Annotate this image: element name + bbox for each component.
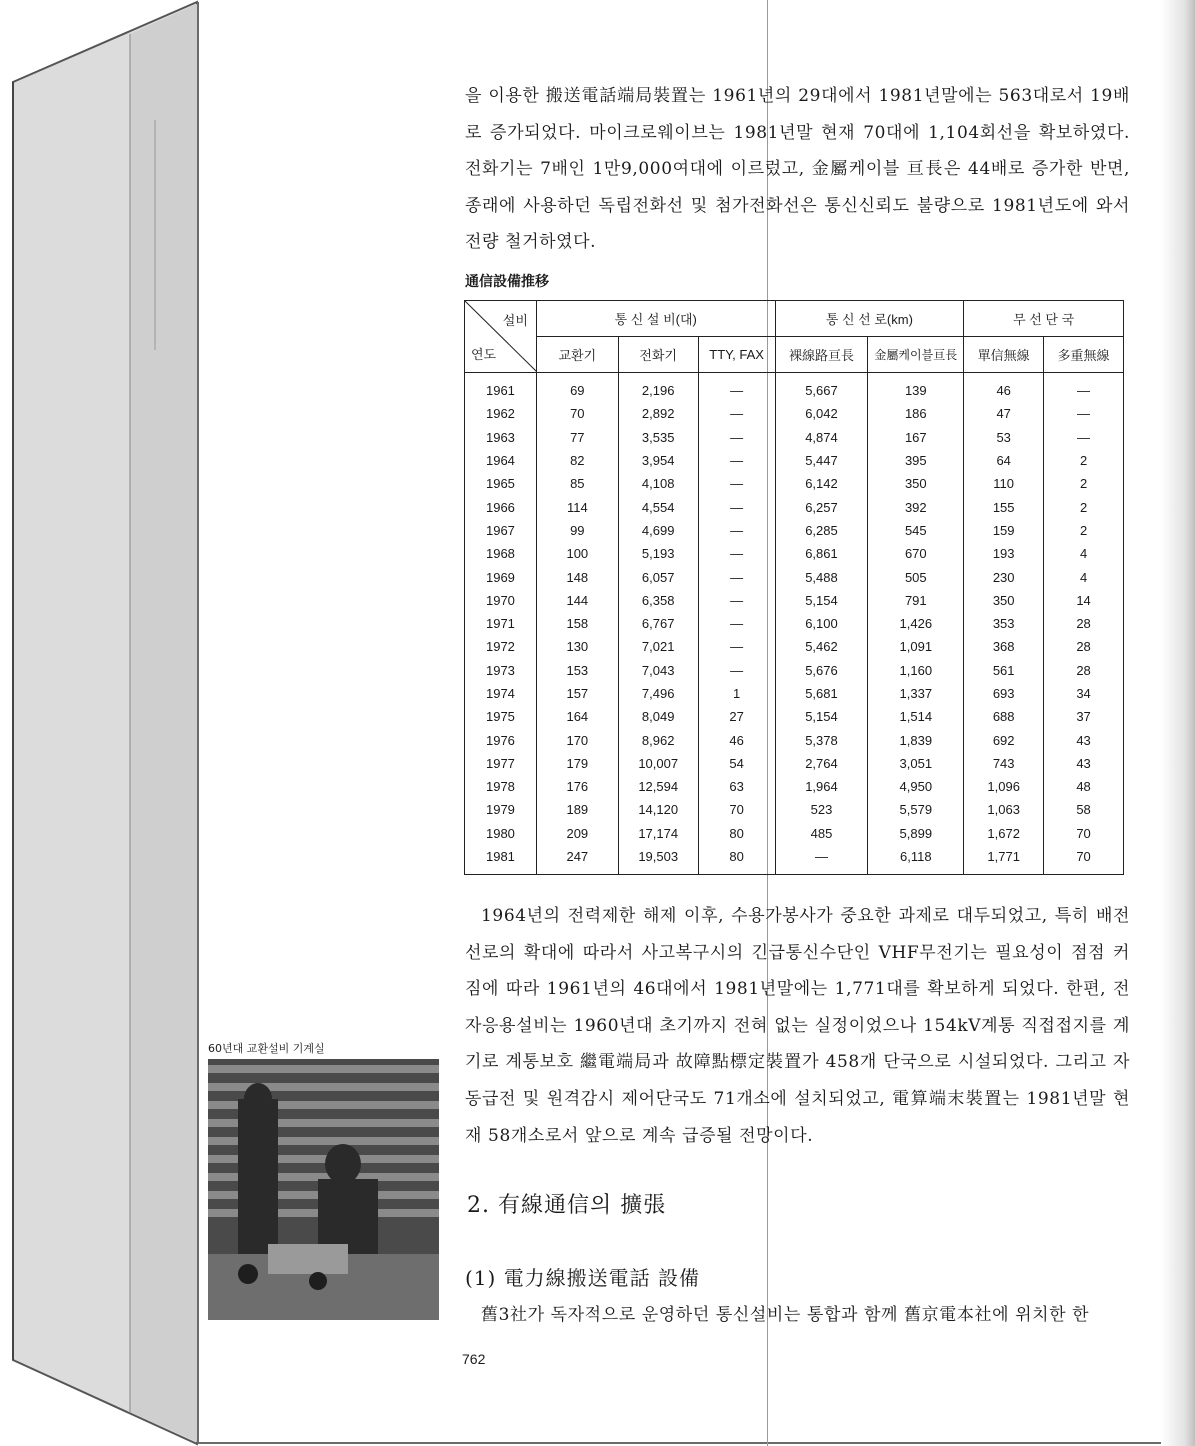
value-cell: 2,892 xyxy=(618,402,698,425)
table-title: 通信設備推移 xyxy=(465,274,549,290)
value-cell: 2,764 xyxy=(775,752,868,775)
value-cell: 46 xyxy=(698,728,775,751)
value-cell: 395 xyxy=(868,449,964,472)
value-cell: 28 xyxy=(1044,635,1124,658)
value-cell: 189 xyxy=(536,798,618,821)
table-row xyxy=(465,728,1124,751)
value-cell: 6,042 xyxy=(775,402,868,425)
value-cell: 27 xyxy=(698,705,775,728)
corner-label-equipment: 설비 xyxy=(502,313,528,328)
value-cell: 5,681 xyxy=(775,682,868,705)
table-row xyxy=(465,659,1124,682)
value-cell: 2 xyxy=(1044,495,1124,518)
value-cell: 2 xyxy=(1044,519,1124,542)
value-cell: 545 xyxy=(868,519,964,542)
value-cell: 1 xyxy=(698,682,775,705)
value-cell: 6,100 xyxy=(775,612,868,635)
value-cell: 70 xyxy=(536,402,618,425)
year-cell: 1971 xyxy=(465,612,537,635)
table-row xyxy=(465,705,1124,728)
subsection-heading: (1) 電力線搬送電話 設備 xyxy=(465,1266,701,1290)
year-cell: 1969 xyxy=(465,565,537,588)
book-stack-edge xyxy=(0,0,200,1446)
table-row xyxy=(465,519,1124,542)
value-cell: 1,096 xyxy=(964,775,1044,798)
value-cell: 153 xyxy=(536,659,618,682)
table-row xyxy=(465,542,1124,565)
column-header: TTY, FAX xyxy=(698,337,775,373)
value-cell: — xyxy=(698,472,775,495)
value-cell: 54 xyxy=(698,752,775,775)
value-cell: 6,285 xyxy=(775,519,868,542)
value-cell: 19,503 xyxy=(618,845,698,875)
value-cell: 3,954 xyxy=(618,449,698,472)
value-cell: 193 xyxy=(964,542,1044,565)
value-cell: 167 xyxy=(868,426,964,449)
table-row xyxy=(465,822,1124,845)
value-cell: — xyxy=(698,449,775,472)
value-cell: 4,108 xyxy=(618,472,698,495)
last-paragraph: 舊3社가 독자적으로 운영하던 통신설비는 통합과 함께 舊京電本社에 위치한 한 xyxy=(481,1305,1090,1325)
year-cell: 1961 xyxy=(465,373,537,403)
value-cell: 64 xyxy=(964,449,1044,472)
value-cell: 100 xyxy=(536,542,618,565)
value-cell: 3,051 xyxy=(868,752,964,775)
value-cell: 4 xyxy=(1044,565,1124,588)
value-cell: 353 xyxy=(964,612,1044,635)
value-cell: 5,154 xyxy=(775,705,868,728)
value-cell: 6,257 xyxy=(775,495,868,518)
value-cell: — xyxy=(698,495,775,518)
value-cell: 164 xyxy=(536,705,618,728)
value-cell: 2 xyxy=(1044,472,1124,495)
year-cell: 1977 xyxy=(465,752,537,775)
value-cell: 688 xyxy=(964,705,1044,728)
value-cell: 1,091 xyxy=(868,635,964,658)
value-cell: — xyxy=(1044,402,1124,425)
corner-label-year: 연도 xyxy=(471,347,497,362)
value-cell: 34 xyxy=(1044,682,1124,705)
value-cell: 791 xyxy=(868,589,964,612)
table-body xyxy=(465,373,1124,875)
value-cell: 4,874 xyxy=(775,426,868,449)
value-cell: 6,861 xyxy=(775,542,868,565)
value-cell: 3,535 xyxy=(618,426,698,449)
value-cell: — xyxy=(698,519,775,542)
value-cell: 70 xyxy=(698,798,775,821)
value-cell: — xyxy=(698,542,775,565)
value-cell: 110 xyxy=(964,472,1044,495)
value-cell: 53 xyxy=(964,426,1044,449)
value-cell: 5,462 xyxy=(775,635,868,658)
table-row xyxy=(465,565,1124,588)
value-cell: 77 xyxy=(536,426,618,449)
year-cell: 1962 xyxy=(465,402,537,425)
value-cell: 139 xyxy=(868,373,964,403)
intro-paragraph: 을 이용한 搬送電話端局裝置는 1961년의 29대에서 1981년말에는 563대로서 19배로 증가되었다. 마이크로웨이브는 1981년말 현재 70대에 1,104회선을 확보하였다. 전화기는 7배인 1만9,000여대에 이르렀고, 金屬케이블 亘長은 44배로 증가한 반면, 종래에 사용하던 독립전화선 및 첨가전화선은 통신신뢰도 불량으로 1981년도에 와서 전량 철거하였다. xyxy=(465,86,1130,253)
column-header: 裸線路亘長 xyxy=(775,337,868,373)
value-cell: 99 xyxy=(536,519,618,542)
value-cell: 47 xyxy=(964,402,1044,425)
value-cell: 5,193 xyxy=(618,542,698,565)
table-row xyxy=(465,682,1124,705)
value-cell: 148 xyxy=(536,565,618,588)
value-cell: 17,174 xyxy=(618,822,698,845)
value-cell: 350 xyxy=(868,472,964,495)
value-cell: 1,426 xyxy=(868,612,964,635)
table-row xyxy=(465,495,1124,518)
value-cell: 5,378 xyxy=(775,728,868,751)
value-cell: 1,771 xyxy=(964,845,1044,875)
value-cell: 158 xyxy=(536,612,618,635)
value-cell: — xyxy=(1044,373,1124,403)
value-cell: 82 xyxy=(536,449,618,472)
table-row xyxy=(465,373,1124,403)
value-cell: 70 xyxy=(1044,822,1124,845)
table-row xyxy=(465,775,1124,798)
section-heading: 2. 有線通信의 擴張 xyxy=(467,1193,667,1218)
column-header: 單信無線 xyxy=(964,337,1044,373)
value-cell: 230 xyxy=(964,565,1044,588)
table-row xyxy=(465,426,1124,449)
page-curl-shadow xyxy=(1161,0,1195,1446)
value-cell: 7,043 xyxy=(618,659,698,682)
communication-equipment-table xyxy=(464,300,1124,875)
value-cell: 670 xyxy=(868,542,964,565)
year-cell: 1979 xyxy=(465,798,537,821)
value-cell: 692 xyxy=(964,728,1044,751)
table-corner-header xyxy=(465,301,537,373)
column-header: 전화기 xyxy=(618,337,698,373)
middle-paragraph: 1964년의 전력제한 해제 이후, 수용가봉사가 중요한 과제로 대두되었고, 특히 배전선로의 확대에 따라서 사고복구시의 긴급통신수단인 VHF무전기는 필요성이 점점 커짐에 따라 1961년의 46대에서 1981년말에는 1,771대를 확보하게 되었다. 한편, 전자응용설비는 1960년대 초기까지 전혀 없는 실정이었으나 154kV계통 직접접지를 계기로 계통보호 繼電端局과 故障點標定裝置가 458개 단국으로 시설되었다. 그리고 자동급전 및 원격감시 제어단국도 71개소에 설치되었고, 電算端末裝置는 1981년말 현재 58개소로서 앞으로 계속 급증될 전망이다. xyxy=(465,906,1130,1146)
value-cell: — xyxy=(698,373,775,403)
year-cell: 1972 xyxy=(465,635,537,658)
year-cell: 1975 xyxy=(465,705,537,728)
value-cell: 46 xyxy=(964,373,1044,403)
column-header: 多重無線 xyxy=(1044,337,1124,373)
value-cell: 155 xyxy=(964,495,1044,518)
value-cell: 743 xyxy=(964,752,1044,775)
value-cell: 48 xyxy=(1044,775,1124,798)
exchange-room-photo xyxy=(208,1059,439,1320)
value-cell: 5,488 xyxy=(775,565,868,588)
table-row xyxy=(465,402,1124,425)
value-cell: 247 xyxy=(536,845,618,875)
year-cell: 1978 xyxy=(465,775,537,798)
value-cell: 8,049 xyxy=(618,705,698,728)
value-cell: 561 xyxy=(964,659,1044,682)
value-cell: 63 xyxy=(698,775,775,798)
year-cell: 1976 xyxy=(465,728,537,751)
column-header: 교환기 xyxy=(536,337,618,373)
value-cell: 6,358 xyxy=(618,589,698,612)
value-cell: 2,196 xyxy=(618,373,698,403)
value-cell: 368 xyxy=(964,635,1044,658)
value-cell: 14,120 xyxy=(618,798,698,821)
value-cell: 80 xyxy=(698,845,775,875)
column-header: 金屬케이블亘長 xyxy=(868,337,964,373)
value-cell: — xyxy=(698,402,775,425)
value-cell: 12,594 xyxy=(618,775,698,798)
value-cell: 6,118 xyxy=(868,845,964,875)
value-cell: 43 xyxy=(1044,752,1124,775)
value-cell: 6,767 xyxy=(618,612,698,635)
table-row xyxy=(465,635,1124,658)
value-cell: 80 xyxy=(698,822,775,845)
table-row xyxy=(465,449,1124,472)
year-cell: 1964 xyxy=(465,449,537,472)
value-cell: 14 xyxy=(1044,589,1124,612)
value-cell: 179 xyxy=(536,752,618,775)
value-cell: — xyxy=(1044,426,1124,449)
year-cell: 1963 xyxy=(465,426,537,449)
value-cell: 485 xyxy=(775,822,868,845)
value-cell: 28 xyxy=(1044,612,1124,635)
group-header-lines: 통 신 선 로(km) xyxy=(775,301,964,337)
value-cell: 1,160 xyxy=(868,659,964,682)
value-cell: 43 xyxy=(1044,728,1124,751)
value-cell: 5,899 xyxy=(868,822,964,845)
value-cell: 2 xyxy=(1044,449,1124,472)
value-cell: 157 xyxy=(536,682,618,705)
value-cell: 1,672 xyxy=(964,822,1044,845)
value-cell: — xyxy=(698,635,775,658)
value-cell: 5,667 xyxy=(775,373,868,403)
group-header-radio: 무 선 단 국 xyxy=(964,301,1124,337)
value-cell: 114 xyxy=(536,495,618,518)
value-cell: 7,021 xyxy=(618,635,698,658)
value-cell: 392 xyxy=(868,495,964,518)
value-cell: 5,676 xyxy=(775,659,868,682)
table-row xyxy=(465,472,1124,495)
value-cell: 4,950 xyxy=(868,775,964,798)
year-cell: 1981 xyxy=(465,845,537,875)
group-header-equipment: 통 신 설 비(대) xyxy=(536,301,775,337)
value-cell: 6,057 xyxy=(618,565,698,588)
year-cell: 1974 xyxy=(465,682,537,705)
value-cell: 58 xyxy=(1044,798,1124,821)
value-cell: 1,964 xyxy=(775,775,868,798)
year-cell: 1970 xyxy=(465,589,537,612)
value-cell: 37 xyxy=(1044,705,1124,728)
value-cell: — xyxy=(698,426,775,449)
table-row xyxy=(465,798,1124,821)
value-cell: 5,154 xyxy=(775,589,868,612)
table-row xyxy=(465,612,1124,635)
value-cell: 4,699 xyxy=(618,519,698,542)
value-cell: 1,514 xyxy=(868,705,964,728)
value-cell: 159 xyxy=(964,519,1044,542)
value-cell: 350 xyxy=(964,589,1044,612)
value-cell: 1,337 xyxy=(868,682,964,705)
value-cell: 10,007 xyxy=(618,752,698,775)
page-number: 762 xyxy=(462,1351,486,1367)
value-cell: 8,962 xyxy=(618,728,698,751)
value-cell: 505 xyxy=(868,565,964,588)
value-cell: 209 xyxy=(536,822,618,845)
value-cell: 28 xyxy=(1044,659,1124,682)
year-cell: 1965 xyxy=(465,472,537,495)
value-cell: 176 xyxy=(536,775,618,798)
year-cell: 1966 xyxy=(465,495,537,518)
value-cell: 1,063 xyxy=(964,798,1044,821)
value-cell: 70 xyxy=(1044,845,1124,875)
value-cell: — xyxy=(698,565,775,588)
value-cell: 693 xyxy=(964,682,1044,705)
year-cell: 1968 xyxy=(465,542,537,565)
value-cell: 170 xyxy=(536,728,618,751)
year-cell: 1973 xyxy=(465,659,537,682)
value-cell: 7,496 xyxy=(618,682,698,705)
year-cell: 1967 xyxy=(465,519,537,542)
value-cell: 5,579 xyxy=(868,798,964,821)
value-cell: 1,839 xyxy=(868,728,964,751)
table-row xyxy=(465,845,1124,875)
value-cell: 130 xyxy=(536,635,618,658)
value-cell: — xyxy=(698,589,775,612)
value-cell: — xyxy=(775,845,868,875)
year-cell: 1980 xyxy=(465,822,537,845)
value-cell: 69 xyxy=(536,373,618,403)
value-cell: 4,554 xyxy=(618,495,698,518)
value-cell: 144 xyxy=(536,589,618,612)
photo-caption: 60년대 교환설비 기계실 xyxy=(208,1042,325,1055)
value-cell: — xyxy=(698,659,775,682)
value-cell: 85 xyxy=(536,472,618,495)
table-row xyxy=(465,589,1124,612)
value-cell: — xyxy=(698,612,775,635)
value-cell: 523 xyxy=(775,798,868,821)
value-cell: 5,447 xyxy=(775,449,868,472)
value-cell: 186 xyxy=(868,402,964,425)
table-row xyxy=(465,752,1124,775)
value-cell: 4 xyxy=(1044,542,1124,565)
value-cell: 6,142 xyxy=(775,472,868,495)
